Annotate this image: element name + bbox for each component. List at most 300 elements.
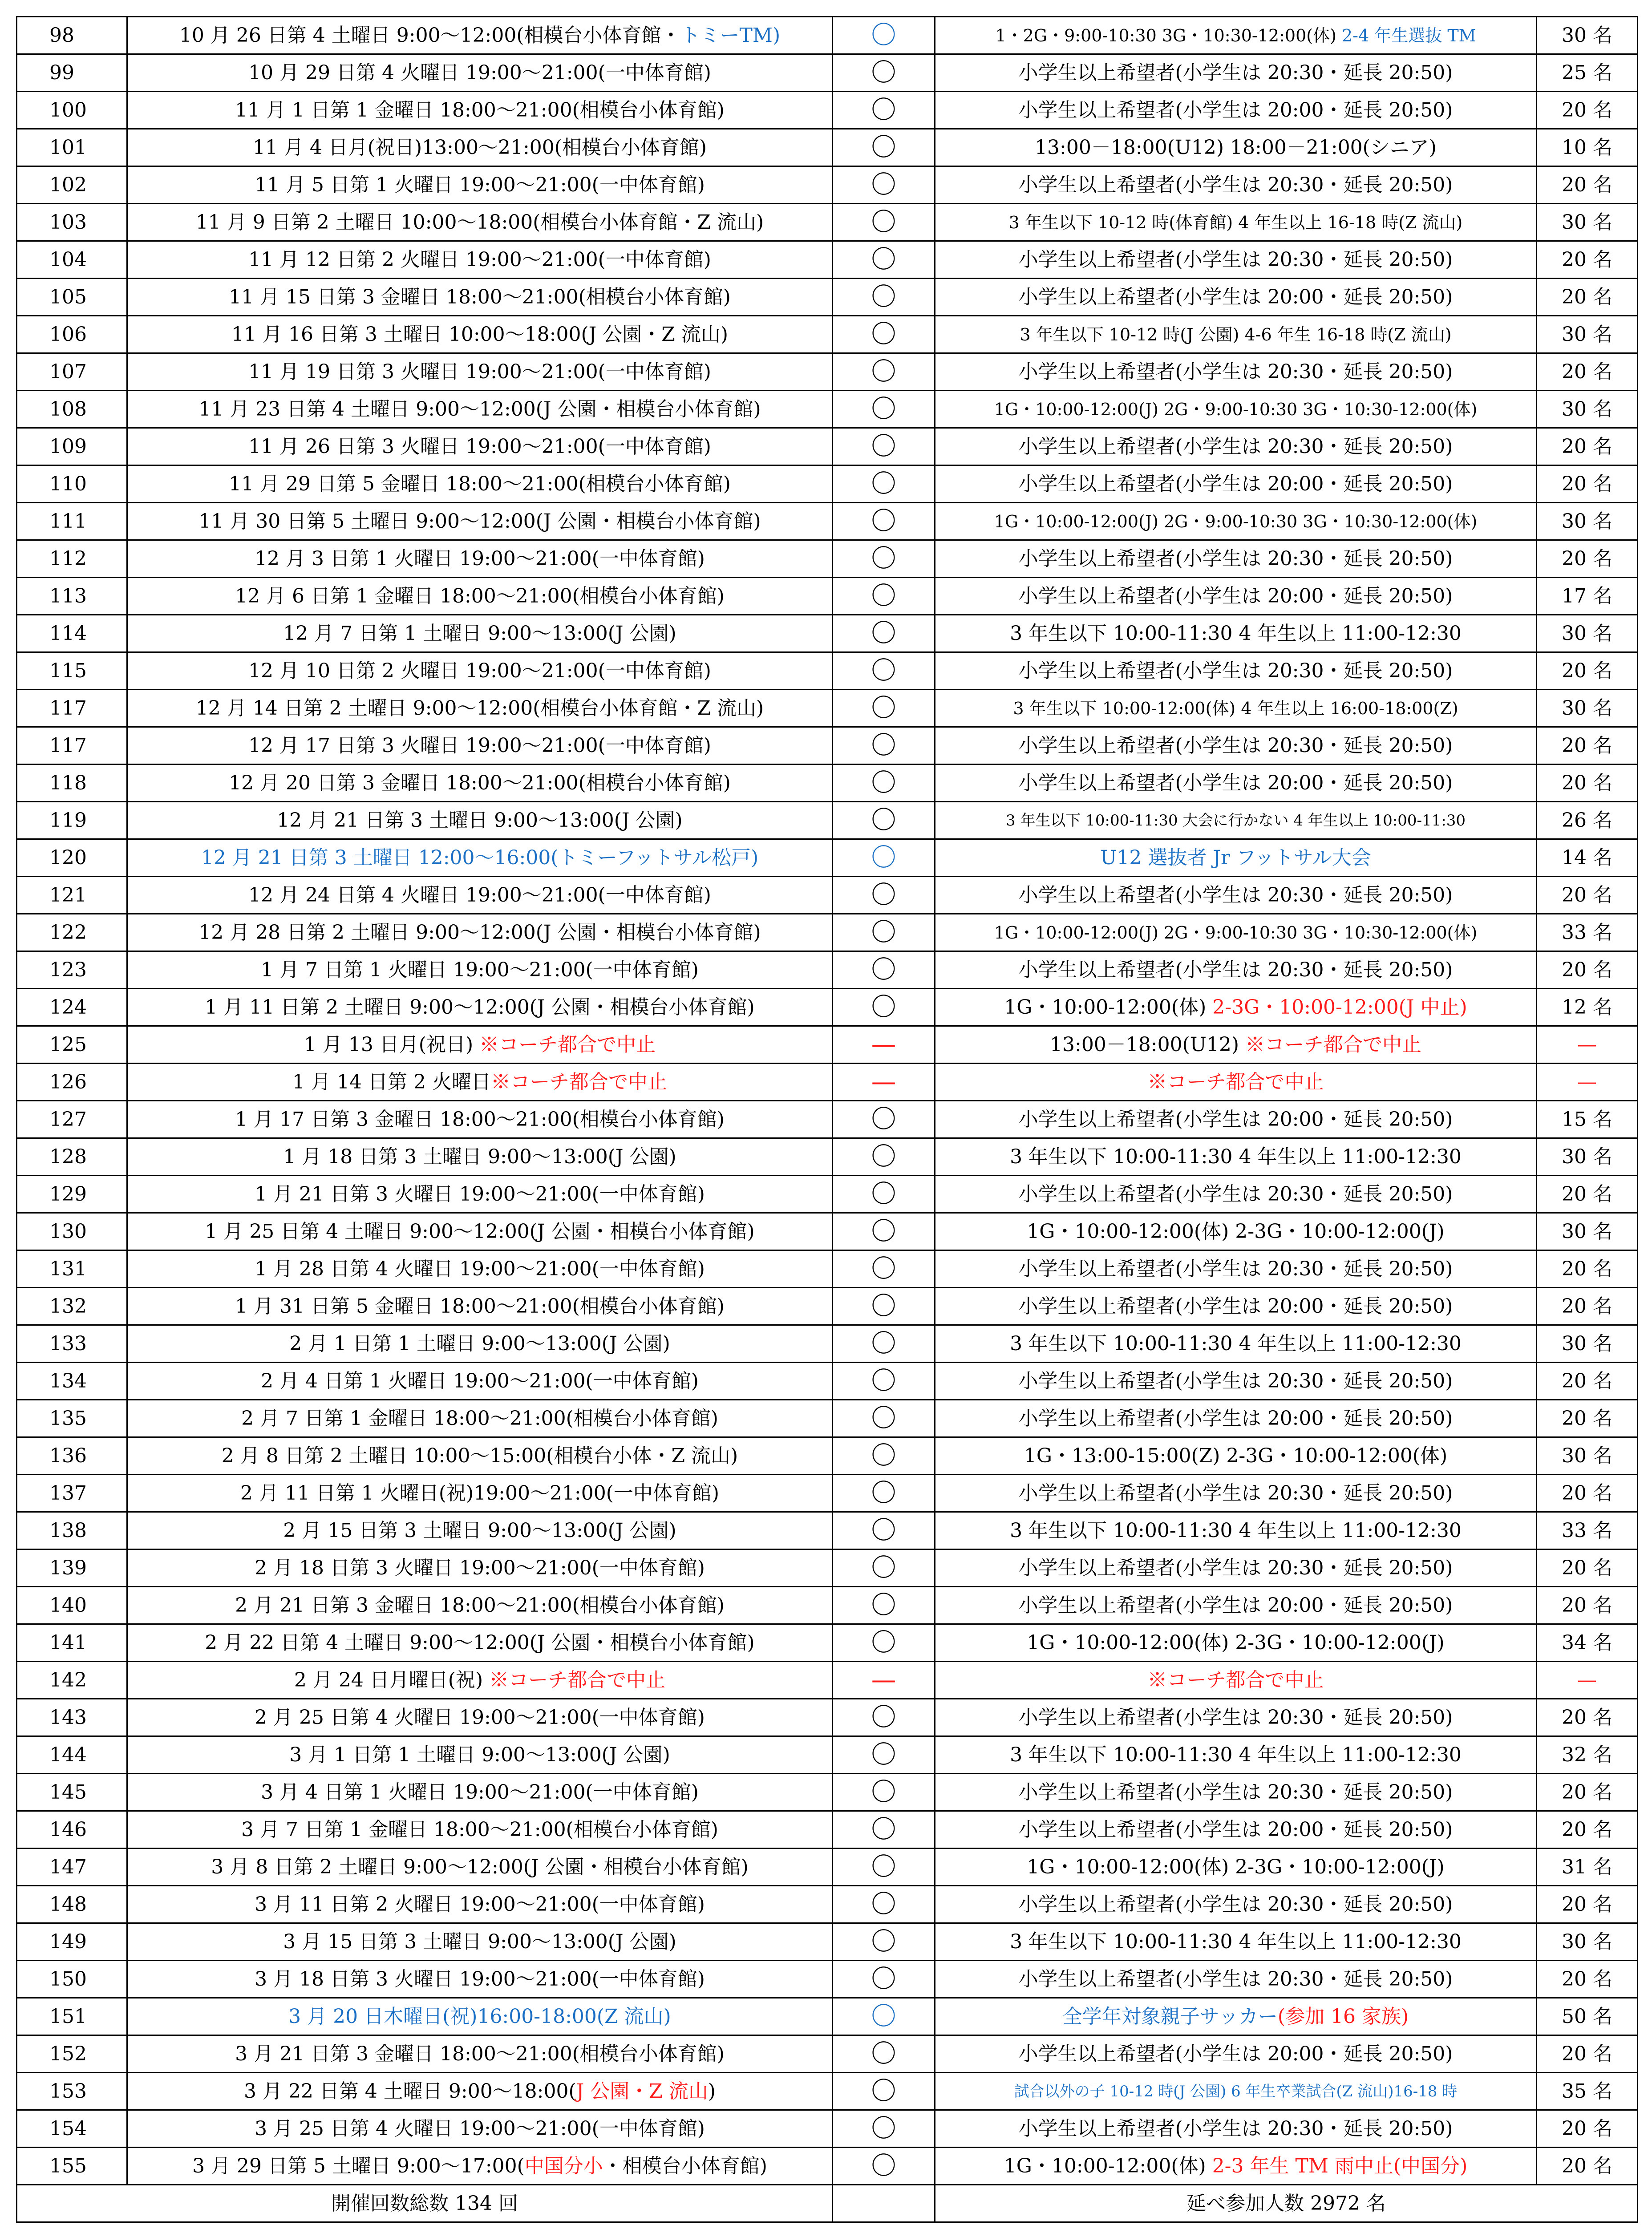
count-text: 20 名 [1562,734,1612,757]
participant-count [1537,1288,1638,1325]
description-note: ※コーチ都合で中止 [1245,1033,1421,1056]
table-row [17,1250,1638,1288]
schedule-date [127,2035,833,2073]
held-mark [833,540,935,578]
count-text: 20 名 [1562,2042,1612,2065]
count-text: 33 名 [1562,1519,1612,1542]
participant-count [1537,1849,1638,1886]
description-text: 小学生以上希望者(小学生は 20:30・延長 20:50) [1018,547,1453,570]
participant-count [1537,1549,1638,1587]
participant-count [1537,1736,1638,1774]
status-mark: 〇 [871,768,896,797]
count-text: 20 名 [1562,173,1612,196]
session-description [935,1961,1537,1998]
table-row [17,540,1638,578]
held-mark [833,1998,935,2035]
status-mark: 〇 [871,1254,896,1283]
date-text: 11 月 26 日第 3 火曜日 19:00～21:00(一中体育館) [248,435,711,458]
participant-count [1537,17,1638,54]
status-mark: 〇 [871,1291,896,1321]
row-number: 135 [17,1400,127,1437]
date-text: 12 月 14 日第 2 土曜日 9:00～12:00(相模台小体育館・Z 流山) [195,696,764,720]
description-text: 小学生以上希望者(小学生は 20:00・延長 20:50) [1018,1407,1453,1430]
date-text: 12 月 21 日第 3 土曜日 12:00～16:00(トミーフットサル松戸) [201,846,759,869]
status-mark: 〇 [871,1777,896,1807]
row-number: 144 [17,1736,127,1774]
status-mark: 〇 [871,1964,896,1994]
participant-count [1537,1101,1638,1138]
status-mark: 〇 [871,544,896,573]
description-text: 小学生以上希望者(小学生は 20:30・延長 20:50) [1018,958,1453,981]
row-number: 99 [17,54,127,92]
row-number: 104 [17,241,127,279]
session-description [935,166,1537,204]
participant-count [1537,765,1638,802]
held-mark [833,914,935,951]
date-text: 3 月 15 日第 3 土曜日 9:00～13:00(J 公園) [283,1930,676,1953]
description-text: 1G・13:00-15:00(Z) 2-3G・10:00-12:00(体) [1024,1444,1448,1467]
table-row [17,279,1638,316]
participant-count [1537,1176,1638,1213]
held-mark [833,17,935,54]
schedule-date [127,1512,833,1549]
description-text: 3 年生以下 10:00-11:30 4 年生以上 11:00-12:30 [1010,1743,1462,1766]
row-number: 138 [17,1512,127,1549]
description-text: 小学生以上希望者(小学生は 20:30・延長 20:50) [1018,1706,1453,1729]
table-row [17,204,1638,241]
status-mark: 〇 [871,1329,896,1358]
table-row [17,1998,1638,2035]
date-text: 12 月 3 日第 1 火曜日 19:00～21:00(一中体育館) [255,547,705,570]
participant-count [1537,2073,1638,2110]
session-description [935,615,1537,652]
date-text: 1 月 18 日第 3 土曜日 9:00～13:00(J 公園) [283,1145,676,1168]
schedule-date [127,1774,833,1811]
held-mark [833,1437,935,1475]
table-row [17,1774,1638,1811]
participant-count [1537,92,1638,129]
participant-count [1537,1437,1638,1475]
session-description [935,690,1537,727]
session-description [935,1475,1537,1512]
held-mark [833,1699,935,1736]
held-mark [833,92,935,129]
participant-count [1537,353,1638,391]
row-number: 100 [17,92,127,129]
row-number: 114 [17,615,127,652]
session-description [935,391,1537,428]
participant-count [1537,1512,1638,1549]
row-number: 133 [17,1325,127,1363]
schedule-date [127,727,833,765]
held-mark [833,54,935,92]
held-mark [833,1849,935,1886]
description-text: 13:00－18:00(U12) [1050,1033,1245,1056]
row-number: 140 [17,1587,127,1624]
description-text: 小学生以上希望者(小学生は 20:30・延長 20:50) [1018,1780,1453,1804]
session-description [935,951,1537,989]
row-number: 146 [17,1811,127,1849]
schedule-date [127,1400,833,1437]
date-note: ※コーチ都合で中止 [479,1033,656,1056]
participant-count [1537,2110,1638,2148]
description-text: 小学生以上希望者(小学生は 20:30・延長 20:50) [1018,173,1453,196]
count-text: — [1577,1033,1597,1056]
participant-count [1537,540,1638,578]
session-description [935,316,1537,353]
schedule-date [127,1475,833,1512]
count-text: 20 名 [1562,771,1612,794]
table-row [17,578,1638,615]
session-description [935,1624,1537,1662]
session-description [935,1549,1537,1587]
session-description [935,1176,1537,1213]
description-text: 小学生以上希望者(小学生は 20:30・延長 20:50) [1018,883,1453,906]
description-note: (参加 16 家族) [1277,2005,1409,2028]
session-description [935,578,1537,615]
schedule-date [127,316,833,353]
status-mark: 〇 [871,1927,896,1956]
description-text: 1G・10:00-12:00(体) [1004,2154,1212,2177]
date-text: 10 月 29 日第 4 火曜日 19:00～21:00(一中体育館) [248,61,711,84]
count-text: 25 名 [1562,61,1612,84]
session-description [935,503,1537,540]
schedule-date [127,1736,833,1774]
table-row [17,1886,1638,1923]
description-text: 小学生以上希望者(小学生は 20:00・延長 20:50) [1018,1818,1453,1841]
participant-count [1537,877,1638,914]
session-description [935,92,1537,129]
participant-count [1537,652,1638,690]
status-mark: 〇 [871,245,896,274]
status-mark: 〇 [871,1590,896,1620]
session-description [935,129,1537,166]
table-row [17,1662,1638,1699]
date-text: 2 月 18 日第 3 火曜日 19:00～21:00(一中体育館) [255,1556,705,1579]
date-text: 1 月 14 日第 2 火曜日 [292,1070,491,1093]
status-mark: 〇 [871,1628,896,1657]
count-text: 20 名 [1562,1893,1612,1916]
row-number: 149 [17,1923,127,1961]
count-text: 20 名 [1562,248,1612,271]
description-text: U12 選抜者 Jr フットサル大会 [1100,846,1371,869]
count-text: 20 名 [1562,1182,1612,1206]
status-mark: — [871,1067,896,1096]
table-row [17,1101,1638,1138]
status-mark: 〇 [871,693,896,723]
description-text: 小学生以上希望者(小学生は 20:00・延長 20:50) [1018,1594,1453,1617]
table-row [17,2073,1638,2110]
count-text: 20 名 [1562,1780,1612,1804]
held-mark [833,241,935,279]
row-number: 131 [17,1250,127,1288]
table-row [17,54,1638,92]
date-text: 12 月 10 日第 2 火曜日 19:00～21:00(一中体育館) [248,659,711,682]
session-description [935,1325,1537,1363]
count-text: 20 名 [1562,1594,1612,1617]
session-description [935,54,1537,92]
held-mark [833,1961,935,1998]
row-number: 134 [17,1363,127,1400]
session-description [935,1998,1537,2035]
row-number: 126 [17,1064,127,1101]
table-row [17,241,1638,279]
date-text: 12 月 20 日第 3 金曜日 18:00～21:00(相模台小体育館) [229,771,731,794]
table-row [17,465,1638,503]
description-text: 小学生以上希望者(小学生は 20:30・延長 20:50) [1018,360,1453,383]
status-mark: 〇 [871,619,896,648]
date-text: 2 月 15 日第 3 土曜日 9:00～13:00(J 公園) [283,1519,676,1542]
description-note: 2-4 年生選抜 TM [1341,25,1476,45]
table-body [17,17,1638,2185]
count-text: 30 名 [1562,323,1612,346]
table-row [17,1549,1638,1587]
participant-count [1537,1998,1638,2035]
schedule-date [127,1923,833,1961]
schedule-date [127,2073,833,2110]
held-mark [833,279,935,316]
participant-count [1537,1811,1638,1849]
total-sessions: 開催回数総数 134 回 [17,2185,833,2222]
table-row [17,1138,1638,1176]
date-text: 12 月 21 日第 3 土曜日 9:00～13:00(J 公園) [277,809,683,832]
status-mark: 〇 [871,1516,896,1545]
status-mark: 〇 [871,394,896,424]
table-row [17,914,1638,951]
date-text: 12 月 28 日第 2 土曜日 9:00～12:00(J 公園・相模台小体育館) [198,921,761,944]
status-mark: — [871,1030,896,1059]
session-description [935,1138,1537,1176]
count-text: 20 名 [1562,285,1612,308]
row-number: 101 [17,129,127,166]
participant-count [1537,241,1638,279]
description-note: 2-3 年生 TM 雨中止(中国分) [1212,2154,1468,2177]
description-text: 小学生以上希望者(小学生は 20:30・延長 20:50) [1018,248,1453,271]
held-mark [833,1213,935,1250]
session-description [935,353,1537,391]
table-row [17,1064,1638,1101]
participant-count [1537,1026,1638,1064]
held-mark [833,1736,935,1774]
table-row [17,2035,1638,2073]
description-text: 1G・10:00-12:00(体) 2-3G・10:00-12:00(J) [1027,1220,1445,1243]
status-mark: 〇 [871,506,896,536]
session-description [935,765,1537,802]
date-text: 3 月 29 日第 5 土曜日 9:00～17:00( [192,2154,525,2177]
status-mark: 〇 [871,2151,896,2180]
table-row [17,1176,1638,1213]
row-number: 113 [17,578,127,615]
session-description [935,1026,1537,1064]
count-text: — [1577,1070,1597,1093]
row-number: 117 [17,690,127,727]
count-text: — [1577,1668,1597,1691]
row-number: 151 [17,1998,127,2035]
row-number: 147 [17,1849,127,1886]
row-number: 110 [17,465,127,503]
schedule-date [127,578,833,615]
held-mark [833,1923,935,1961]
date-text: 11 月 5 日第 1 火曜日 19:00～21:00(一中体育館) [255,173,705,196]
held-mark [833,1101,935,1138]
schedule-date [127,652,833,690]
description-text: 小学生以上希望者(小学生は 20:00・延長 20:50) [1018,1295,1453,1318]
count-text: 30 名 [1562,1332,1612,1355]
held-mark [833,1549,935,1587]
count-text: 30 名 [1562,210,1612,234]
description-text: 小学生以上希望者(小学生は 20:00・延長 20:50) [1018,472,1453,495]
date-text: 3 月 21 日第 3 金曜日 18:00～21:00(相模台小体育館) [235,2042,725,2065]
schedule-date [127,54,833,92]
status-mark: 〇 [871,1852,896,1881]
count-text: 20 名 [1562,360,1612,383]
date-text: 3 月 25 日第 4 火曜日 19:00～21:00(一中体育館) [255,2117,705,2140]
count-text: 31 名 [1562,1855,1612,1878]
description-text: 小学生以上希望者(小学生は 20:00・延長 20:50) [1018,285,1453,308]
date-text: 1 月 21 日第 3 火曜日 19:00～21:00(一中体育館) [255,1182,705,1206]
count-text: 34 名 [1562,1631,1612,1654]
held-mark [833,1288,935,1325]
session-description [935,1886,1537,1923]
schedule-date [127,1811,833,1849]
participant-count [1537,914,1638,951]
row-number: 128 [17,1138,127,1176]
description-text: 3 年生以下 10:00-11:30 4 年生以上 11:00-12:30 [1010,1145,1462,1168]
row-number: 105 [17,279,127,316]
row-number: 155 [17,2148,127,2185]
held-mark [833,1774,935,1811]
schedule-date [127,1213,833,1250]
held-mark [833,802,935,839]
session-description [935,2148,1537,2185]
status-mark: 〇 [871,581,896,611]
date-text: 3 月 4 日第 1 火曜日 19:00～21:00(一中体育館) [261,1780,699,1804]
row-number: 148 [17,1886,127,1923]
participant-count [1537,2035,1638,2073]
count-text: 50 名 [1562,2005,1612,2028]
participant-count [1537,1325,1638,1363]
participant-count [1537,1587,1638,1624]
status-mark: 〇 [871,469,896,498]
date-text: 2 月 1 日第 1 土曜日 9:00～13:00(J 公園) [289,1332,670,1355]
schedule-date [127,877,833,914]
description-text: 3 年生以下 10:00-11:30 4 年生以上 11:00-12:30 [1010,1332,1462,1355]
row-number: 109 [17,428,127,465]
description-text: 1G・10:00-12:00(体) [1004,995,1213,1019]
session-description [935,2035,1537,2073]
participant-count [1537,1961,1638,1998]
session-description [935,1363,1537,1400]
participant-count [1537,578,1638,615]
schedule-date [127,690,833,727]
held-mark [833,1325,935,1363]
description-text: 1G・10:00-12:00(体) 2-3G・10:00-12:00(J) [1027,1631,1445,1654]
schedule-date [127,17,833,54]
attendance-table [16,16,1638,2223]
date-note: トミーTM) [680,24,781,47]
row-number: 130 [17,1213,127,1250]
table-row [17,17,1638,54]
description-text: 試合以外の子 10-12 時(J 公園) 6 年生卒業試合(Z 流山)16-18 時 [1014,2082,1458,2100]
date-tail: ) [708,2079,716,2103]
description-text: 小学生以上希望者(小学生は 20:30・延長 20:50) [1018,1556,1453,1579]
participant-count [1537,1886,1638,1923]
schedule-date [127,839,833,877]
table-row [17,727,1638,765]
date-text: 1 月 28 日第 4 火曜日 19:00～21:00(一中体育館) [255,1257,705,1280]
held-mark [833,2035,935,2073]
description-text: 全学年対象親子サッカー [1062,2005,1278,2028]
table-row [17,615,1638,652]
held-mark [833,428,935,465]
row-number: 139 [17,1549,127,1587]
held-mark [833,578,935,615]
held-mark [833,1363,935,1400]
row-number: 154 [17,2110,127,2148]
row-number: 124 [17,989,127,1026]
session-description [935,802,1537,839]
participant-count [1537,1138,1638,1176]
participant-count [1537,391,1638,428]
session-description [935,428,1537,465]
held-mark [833,1064,935,1101]
row-number: 102 [17,166,127,204]
status-mark: 〇 [871,731,896,760]
count-text: 20 名 [1562,547,1612,570]
held-mark [833,877,935,914]
table-row [17,765,1638,802]
row-number: 123 [17,951,127,989]
description-text: 3 年生以下 10:00-11:30 大会に行かない 4 年生以上 10:00-11:30 [1005,811,1466,829]
count-text: 20 名 [1562,1481,1612,1505]
count-text: 20 名 [1562,659,1612,682]
date-tail: ・相模台小体育館) [603,2154,767,2177]
schedule-date [127,951,833,989]
held-mark [833,1512,935,1549]
participant-count [1537,1400,1638,1437]
participant-count [1537,1923,1638,1961]
description-text: 小学生以上希望者(小学生は 20:00・延長 20:50) [1018,1108,1453,1131]
status-mark: 〇 [871,1179,896,1209]
table-row [17,1923,1638,1961]
schedule-date [127,765,833,802]
date-text: 3 月 22 日第 4 土曜日 9:00～18:00( [243,2079,576,2103]
schedule-date [127,428,833,465]
description-text: 小学生以上希望者(小学生は 20:30・延長 20:50) [1018,1967,1453,1990]
held-mark [833,951,935,989]
row-number: 145 [17,1774,127,1811]
row-number: 142 [17,1662,127,1699]
participant-count [1537,2148,1638,2185]
date-note: ※コーチ都合で中止 [489,1668,666,1691]
participant-count [1537,1699,1638,1736]
status-mark: 〇 [871,1142,896,1171]
schedule-date [127,615,833,652]
row-number: 117 [17,727,127,765]
row-number: 152 [17,2035,127,2073]
held-mark [833,1138,935,1176]
count-text: 20 名 [1562,1556,1612,1579]
date-text: 12 月 24 日第 4 火曜日 19:00～21:00(一中体育館) [248,883,711,906]
table-row [17,1437,1638,1475]
session-description [935,839,1537,877]
schedule-date [127,1325,833,1363]
table-row [17,1811,1638,1849]
participant-count [1537,54,1638,92]
row-number: 118 [17,765,127,802]
row-number: 125 [17,1026,127,1064]
status-mark: 〇 [871,1366,896,1396]
